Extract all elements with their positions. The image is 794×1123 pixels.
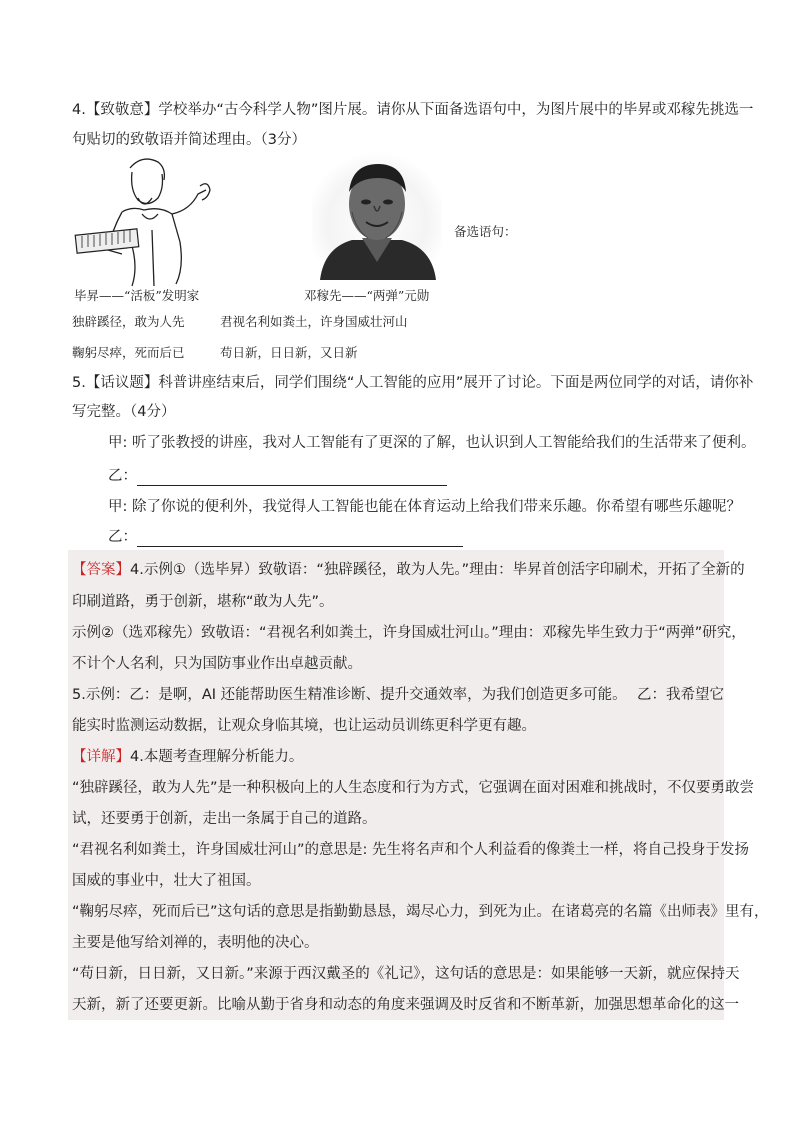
detail-text-1: 4.本题考查理解分析能力。 (130, 749, 304, 765)
detail-line-9: 天新，新了还要更新。比喻从勤于省身和动态的角度来强调及时反省和不断革新，加强思想革命化的这一 (72, 997, 739, 1013)
answer-line-5b: 乙：我希望它 (637, 687, 724, 703)
answer-blank-2[interactable] (137, 530, 463, 547)
yi-2-label: 乙： (108, 529, 137, 545)
q5-line2: 写完整。（4分） (72, 404, 176, 420)
answer-line-2: 印刷道路，勇于创新，堪称“敢为人先”。 (72, 594, 334, 610)
dialog-jia-2: 甲: 除了你说的便利外，我觉得人工智能也能在体育运动上给我们带来乐趣。你希望有哪些乐趣呢？ (108, 499, 741, 515)
detail-tag: 【详解】 (72, 749, 130, 765)
bi-sheng-illustration (72, 150, 232, 290)
bi-sheng-caption: 毕昇——“活板”发明家 (74, 288, 200, 303)
detail-line-6: “鞠躬尽瘁，死而后已”这句话的意思是指勤勤恳恳，竭尽心力，到死为止。在诸葛亮的名篇《出师表》里有， (72, 904, 769, 920)
answer-blank-1[interactable] (137, 469, 447, 486)
detail-line-8: “苟日新，日日新，又日新。”来源于西汉戴圣的《礼记》，这句话的意思是：如果能够一天新，就应保持天 (72, 966, 740, 982)
detail-line-2: “独辟蹊径，敢为人先”是一种积极向上的人生态度和行为方式，它强调在面对困难和挑战时，不仅要勇敢尝 (72, 780, 755, 796)
dialog-yi-1 (108, 466, 447, 486)
answer-line-5: 5.示例：乙：是啊，AI 还能帮助医生精准诊断、提升交通效率，为我们创造更多可能。 (72, 687, 627, 703)
answer-line-4: 不计个人名利，只为国防事业作出卓越贡献。 (72, 656, 362, 672)
candidates-label: 备选语句： (454, 224, 517, 239)
q4-line1: 4.【致敬意】学校举办“古今科学人物”图片展。请你从下面备选语句中，为图片展中的毕昇或邓稼先挑选一 (72, 102, 754, 118)
deng-jiaxian-caption: 邓稼先——“两弹”元勋 (304, 288, 430, 303)
answer-line-3: 示例②（选邓稼先）致敬语：“君视名利如粪土，许身国威壮河山。”理由：邓稼先毕生致力于“两弹”研究， (72, 625, 746, 641)
candidate-2: 君视名利如粪土，许身国威壮河山 (220, 314, 408, 329)
detail-line-5: 国威的事业中，壮大了祖国。 (72, 873, 261, 889)
answer-line-6: 能实时监测运动数据，让观众身临其境，也让运动员训练更科学更有趣。 (72, 718, 536, 734)
candidate-3: 鞠躬尽瘁，死而后已 (72, 345, 185, 360)
detail-line-7: 主要是他写给刘禅的，表明他的决心。 (72, 935, 319, 951)
q4-line2: 句贴切的致敬语并简述理由。（3分） (72, 132, 306, 148)
candidate-4: 苟日新，日日新，又日新 (220, 345, 358, 360)
detail-line-3: 试，还要勇于创新，走出一条属于自己的道路。 (72, 811, 377, 827)
picture-exhibit (72, 150, 732, 310)
dialog-jia-1: 甲: 听了张教授的讲座，我对人工智能有了更深的了解，也认识到人工智能给我们的生活带来了便利。 (108, 435, 756, 451)
detail-line-4: “君视名利如粪土，许身国威壮河山”的意思是: 先生将名声和个人利益看的像粪土一样，将自己投身于发扬 (72, 842, 750, 858)
answer-tag: 【答案】 (72, 562, 130, 578)
candidate-1: 独辟蹊径，敢为人先 (72, 314, 185, 329)
dialog-yi-2 (108, 527, 463, 547)
yi-1-label: 乙： (108, 468, 137, 484)
answer-text-1: 4.示例①（选毕昇）致敬语：“独辟蹊径，敢为人先。”理由：毕昇首创活字印刷术，开拓了全新的 (130, 562, 745, 578)
answer-line-1 (72, 560, 745, 580)
deng-jiaxian-portrait (312, 152, 442, 280)
q5-line1: 5.【话议题】科普讲座结束后，同学们围绕“人工智能的应用”展开了讨论。下面是两位同学的对话，请你补 (72, 375, 754, 391)
detail-line-1 (72, 747, 303, 767)
